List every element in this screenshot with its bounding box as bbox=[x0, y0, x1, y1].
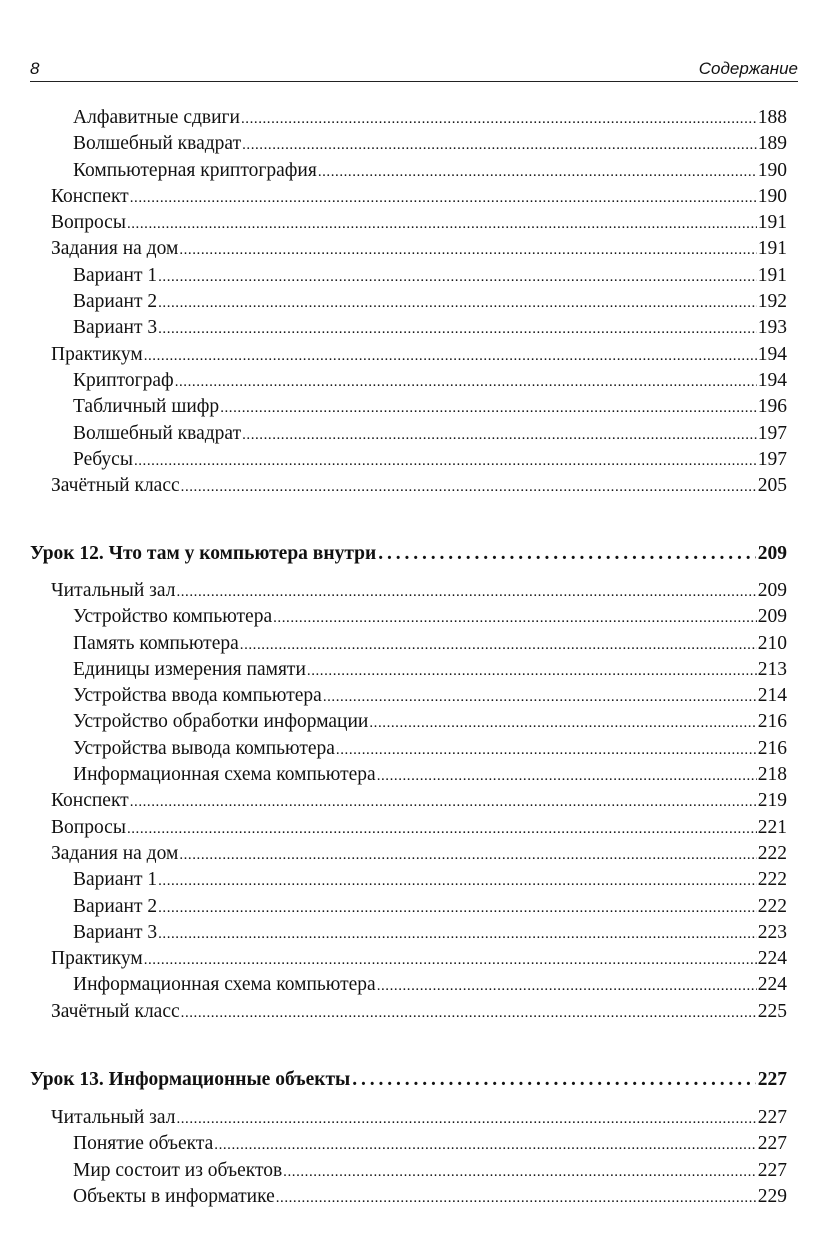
entry-page: 205 bbox=[757, 475, 787, 497]
entry-title: Волшебный квадрат bbox=[73, 133, 242, 155]
entry-title: Вариант 1 bbox=[73, 869, 158, 891]
entry-page: 209 bbox=[757, 606, 787, 628]
entry-title: Устройство компьютера bbox=[73, 606, 273, 628]
entry-title: Читальный зал bbox=[51, 580, 176, 601]
dot-leader bbox=[276, 1184, 757, 1211]
entry-title: Устройство обработки информации bbox=[73, 711, 369, 733]
toc-entry[interactable] bbox=[30, 1105, 787, 1131]
dot-leader bbox=[175, 368, 757, 395]
toc-entry[interactable] bbox=[30, 946, 787, 972]
toc-entry[interactable] bbox=[30, 1184, 787, 1210]
entry-page: 191 bbox=[757, 212, 787, 234]
toc-entry[interactable] bbox=[30, 394, 787, 420]
entry-page: 188 bbox=[757, 107, 787, 128]
entry-page: 216 bbox=[757, 737, 787, 759]
entry-page: 191 bbox=[757, 264, 787, 286]
entry-title: Память компьютера bbox=[73, 632, 239, 654]
toc-entry[interactable] bbox=[30, 762, 787, 788]
toc-entry[interactable] bbox=[30, 736, 787, 762]
toc-entry[interactable] bbox=[30, 894, 787, 920]
dot-leader bbox=[377, 972, 757, 999]
entry-title: Мир состоит из объектов bbox=[73, 1159, 283, 1181]
entry-title: Вариант 2 bbox=[73, 291, 158, 313]
toc-chapter-13[interactable] bbox=[30, 1065, 787, 1095]
toc-entry[interactable] bbox=[30, 236, 787, 262]
entry-title: Вариант 1 bbox=[73, 264, 158, 286]
toc-entry[interactable] bbox=[30, 867, 787, 893]
dot-leader bbox=[220, 394, 757, 421]
entry-title: Зачётный класс bbox=[51, 475, 180, 497]
toc-entry[interactable] bbox=[30, 473, 787, 499]
toc-section-lesson-11-tail bbox=[30, 105, 787, 499]
entry-page: 224 bbox=[757, 974, 787, 996]
entry-title: Информационная схема компьютера bbox=[73, 764, 376, 786]
entry-page: 221 bbox=[757, 816, 787, 838]
toc-entry[interactable] bbox=[30, 709, 787, 735]
entry-page: 209 bbox=[757, 580, 787, 601]
toc-entry[interactable] bbox=[30, 158, 787, 184]
entry-page: 191 bbox=[757, 238, 787, 260]
entry-title: Конспект bbox=[51, 790, 129, 812]
entry-title: Вопросы bbox=[51, 212, 126, 234]
entry-title: Зачётный класс bbox=[51, 1000, 180, 1022]
chapter-title: Урок 13. Информационные объекты bbox=[30, 1069, 351, 1090]
entry-title: Волшебный квадрат bbox=[73, 422, 242, 444]
dot-leader bbox=[378, 539, 756, 569]
toc-entry[interactable] bbox=[30, 342, 787, 368]
dot-leader bbox=[158, 867, 757, 894]
toc-entry[interactable] bbox=[30, 920, 787, 946]
entry-title: Вариант 3 bbox=[73, 921, 158, 943]
entry-page: 197 bbox=[757, 448, 787, 470]
dot-leader bbox=[127, 815, 757, 842]
dot-leader bbox=[240, 631, 757, 658]
toc-entry[interactable] bbox=[30, 315, 787, 341]
dot-leader bbox=[352, 1065, 755, 1095]
dot-leader bbox=[179, 841, 756, 868]
page-header bbox=[30, 58, 798, 80]
chapter-title: Урок 12. Что там у компьютера внутри bbox=[30, 543, 377, 564]
dot-leader bbox=[127, 210, 757, 237]
dot-leader bbox=[158, 894, 757, 921]
dot-leader bbox=[181, 999, 757, 1026]
toc-entry[interactable] bbox=[30, 841, 787, 867]
dot-leader bbox=[144, 342, 757, 369]
entry-page: 223 bbox=[757, 921, 787, 943]
entry-page: 227 bbox=[757, 1159, 787, 1181]
toc-entry[interactable] bbox=[30, 815, 787, 841]
toc-entry[interactable] bbox=[30, 683, 787, 709]
toc-entry[interactable] bbox=[30, 604, 787, 630]
dot-leader bbox=[318, 158, 757, 185]
dot-leader bbox=[176, 1105, 756, 1132]
entry-title: Устройства ввода компьютера bbox=[73, 685, 322, 707]
dot-leader bbox=[336, 736, 757, 763]
entry-title: Криптограф bbox=[73, 369, 174, 391]
entry-page: 193 bbox=[757, 317, 787, 339]
dot-leader bbox=[307, 657, 757, 684]
dot-leader bbox=[283, 1158, 757, 1185]
dot-leader bbox=[144, 946, 757, 973]
entry-page: 218 bbox=[757, 764, 787, 786]
running-title: Содержание bbox=[698, 59, 798, 78]
entry-page: 225 bbox=[757, 1000, 787, 1022]
entry-title: Устройства вывода компьютера bbox=[73, 737, 335, 759]
entry-title: Практикум bbox=[51, 948, 143, 970]
entry-page: 227 bbox=[757, 1107, 787, 1128]
chapter-page: 209 bbox=[757, 543, 787, 564]
toc-entry[interactable] bbox=[30, 631, 787, 657]
dot-leader bbox=[242, 421, 757, 448]
entry-title: Задания на дом bbox=[51, 842, 179, 864]
dot-leader bbox=[273, 604, 757, 631]
dot-leader bbox=[130, 788, 757, 815]
entry-page: 210 bbox=[757, 632, 787, 654]
toc-entry[interactable] bbox=[30, 421, 787, 447]
toc-chapter-12[interactable] bbox=[30, 539, 787, 569]
dot-leader bbox=[377, 762, 757, 789]
dot-leader bbox=[179, 236, 756, 263]
entry-page: 197 bbox=[757, 422, 787, 444]
entry-page: 189 bbox=[757, 133, 787, 155]
entry-page: 192 bbox=[757, 291, 787, 313]
table-of-contents bbox=[30, 105, 787, 1207]
header-rule bbox=[30, 81, 798, 82]
chapter-page: 227 bbox=[757, 1069, 787, 1090]
dot-leader bbox=[241, 105, 757, 132]
dot-leader bbox=[323, 683, 757, 710]
toc-entry[interactable] bbox=[30, 578, 787, 604]
entry-page: 224 bbox=[757, 948, 787, 970]
toc-entry[interactable] bbox=[30, 105, 787, 131]
entry-title: Вопросы bbox=[51, 816, 126, 838]
entry-page: 213 bbox=[757, 658, 787, 680]
entry-title: Алфавитные сдвиги bbox=[73, 107, 240, 128]
toc-entry[interactable] bbox=[30, 210, 787, 236]
entry-page: 196 bbox=[757, 396, 787, 418]
entry-title: Вариант 2 bbox=[73, 895, 158, 917]
entry-page: 216 bbox=[757, 711, 787, 733]
dot-leader bbox=[176, 578, 756, 605]
entry-title: Конспект bbox=[51, 185, 129, 207]
entry-title: Объекты в информатике bbox=[73, 1185, 275, 1207]
entry-page: 222 bbox=[757, 869, 787, 891]
entry-page: 219 bbox=[757, 790, 787, 812]
entry-title: Информационная схема компьютера bbox=[73, 974, 376, 996]
toc-entry[interactable] bbox=[30, 263, 787, 289]
entry-page: 229 bbox=[757, 1185, 787, 1207]
dot-leader bbox=[214, 1131, 756, 1158]
toc-section-lesson-12 bbox=[30, 578, 787, 1025]
dot-leader bbox=[134, 447, 757, 474]
entry-page: 222 bbox=[757, 842, 787, 864]
dot-leader bbox=[242, 131, 757, 158]
entry-title: Практикум bbox=[51, 343, 143, 365]
toc-entry[interactable] bbox=[30, 657, 787, 683]
toc-entry[interactable] bbox=[30, 1158, 787, 1184]
dot-leader bbox=[181, 473, 757, 500]
entry-page: 190 bbox=[757, 185, 787, 207]
dot-leader bbox=[158, 289, 757, 316]
entry-page: 190 bbox=[757, 159, 787, 181]
entry-title: Понятие объекта bbox=[73, 1133, 214, 1155]
page-number: 8 bbox=[30, 59, 40, 78]
entry-page: 194 bbox=[757, 369, 787, 391]
entry-title: Табличный шифр bbox=[73, 396, 220, 418]
toc-entry[interactable] bbox=[30, 447, 787, 473]
toc-entry[interactable] bbox=[30, 1131, 787, 1157]
dot-leader bbox=[158, 315, 757, 342]
toc-entry[interactable] bbox=[30, 368, 787, 394]
entry-title: Единицы измерения памяти bbox=[73, 658, 306, 680]
dot-leader bbox=[130, 184, 757, 211]
toc-entry[interactable] bbox=[30, 999, 787, 1025]
dot-leader bbox=[158, 263, 757, 290]
entry-page: 227 bbox=[757, 1133, 787, 1155]
entry-title: Ребусы bbox=[73, 448, 133, 470]
toc-entry[interactable] bbox=[30, 788, 787, 814]
entry-page: 194 bbox=[757, 343, 787, 365]
entry-page: 222 bbox=[757, 895, 787, 917]
toc-section-lesson-13 bbox=[30, 1105, 787, 1210]
entry-page: 214 bbox=[757, 685, 787, 707]
toc-entry[interactable] bbox=[30, 972, 787, 998]
toc-entry[interactable] bbox=[30, 289, 787, 315]
toc-entry[interactable] bbox=[30, 184, 787, 210]
dot-leader bbox=[158, 920, 757, 947]
dot-leader bbox=[369, 709, 756, 736]
entry-title: Компьютерная криптография bbox=[73, 159, 317, 181]
entry-title: Вариант 3 bbox=[73, 317, 158, 339]
toc-entry[interactable] bbox=[30, 131, 787, 157]
entry-title: Читальный зал bbox=[51, 1107, 176, 1128]
entry-title: Задания на дом bbox=[51, 238, 179, 260]
